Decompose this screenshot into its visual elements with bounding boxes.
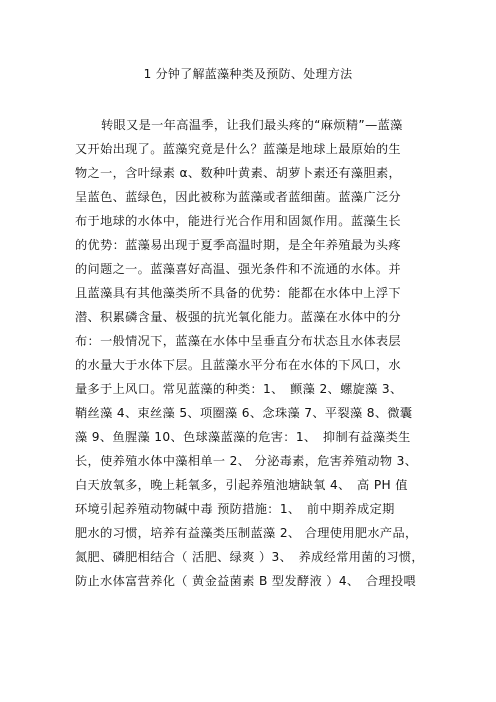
paragraph-line: 防止水体富营养化（ 黄金益菌素 B 型发酵液 ）4、 合理投喂 xyxy=(75,574,417,588)
paragraph-line: 藻 9、鱼腥藻 10、色球藻蓝藻的危害：1、 抑制有益藻类生 xyxy=(75,430,411,444)
paragraph-line: 且蓝藻具有其他藻类所不具备的优势：能都在水体中上浮下 xyxy=(75,286,401,300)
paragraph-line: 的优势：蓝藻易出现于夏季高温时期，是全年养殖最为头疼 xyxy=(75,238,401,252)
paragraph-line: 物之一，含叶绿素 α、数种叶黄素、胡萝卜素还有藻胆素， xyxy=(75,166,402,180)
paragraph-line: 鞘丝藻 4、束丝藻 5、项圈藻 6、念珠藻 7、平裂藻 8、微囊 xyxy=(75,406,413,420)
paragraph-line: 长，使养殖水体中藻相单一 2、 分泌毒素，危害养殖动物 3、 xyxy=(75,454,418,468)
paragraph-line: 量多于上风口。常见蓝藻的种类：1、 颤藻 2、螺旋藻 3、 xyxy=(75,382,403,396)
paragraph-line: 又开始出现了。蓝藻究竟是什么？蓝藻是地球上最原始的生 xyxy=(75,142,401,156)
paragraph-line: 的问题之一。蓝藻喜好高温、强光条件和不流通的水体。并 xyxy=(75,262,401,276)
paragraph-line: 布：一般情况下，蓝藻在水体中呈垂直分布状态且水体表层 xyxy=(75,334,401,348)
paragraph-line: 的水量大于水体下层。且蓝藻水平分布在水体的下风口，水 xyxy=(75,358,401,372)
paragraph-line: 环境引起养殖动物碱中毒 预防措施：1、 前中期养成定期 xyxy=(75,502,395,516)
paragraph-line: 肥水的习惯，培养有益藻类压制蓝藻 2、 合理使用肥水产品， xyxy=(75,526,418,540)
paragraph-line: 氮肥、磷肥相结合（ 活肥、绿爽 ）3、 养成经常用菌的习惯， xyxy=(75,550,424,564)
document-body xyxy=(75,113,435,593)
document-title: 1 分钟了解蓝藻种类及预防、处理方法 xyxy=(143,67,353,81)
paragraph-line: 呈蓝色、蓝绿色，因此被称为蓝藻或者蓝细菌。蓝藻广泛分 xyxy=(75,190,401,204)
paragraph-line: 转眼又是一年高温季，让我们最头疼的“麻烦精”—蓝藻 xyxy=(101,118,403,132)
paragraph-line: 白天放氧多，晚上耗氧多，引起养殖池塘缺氧 4、 高 PH 值 xyxy=(75,478,408,492)
paragraph-line: 潜、积累磷含量、极强的抗光氧化能力。蓝藻在水体中的分 xyxy=(75,310,401,324)
paragraph-line: 布于地球的水体中，能进行光合作用和固氮作用。蓝藻生长 xyxy=(75,214,401,228)
